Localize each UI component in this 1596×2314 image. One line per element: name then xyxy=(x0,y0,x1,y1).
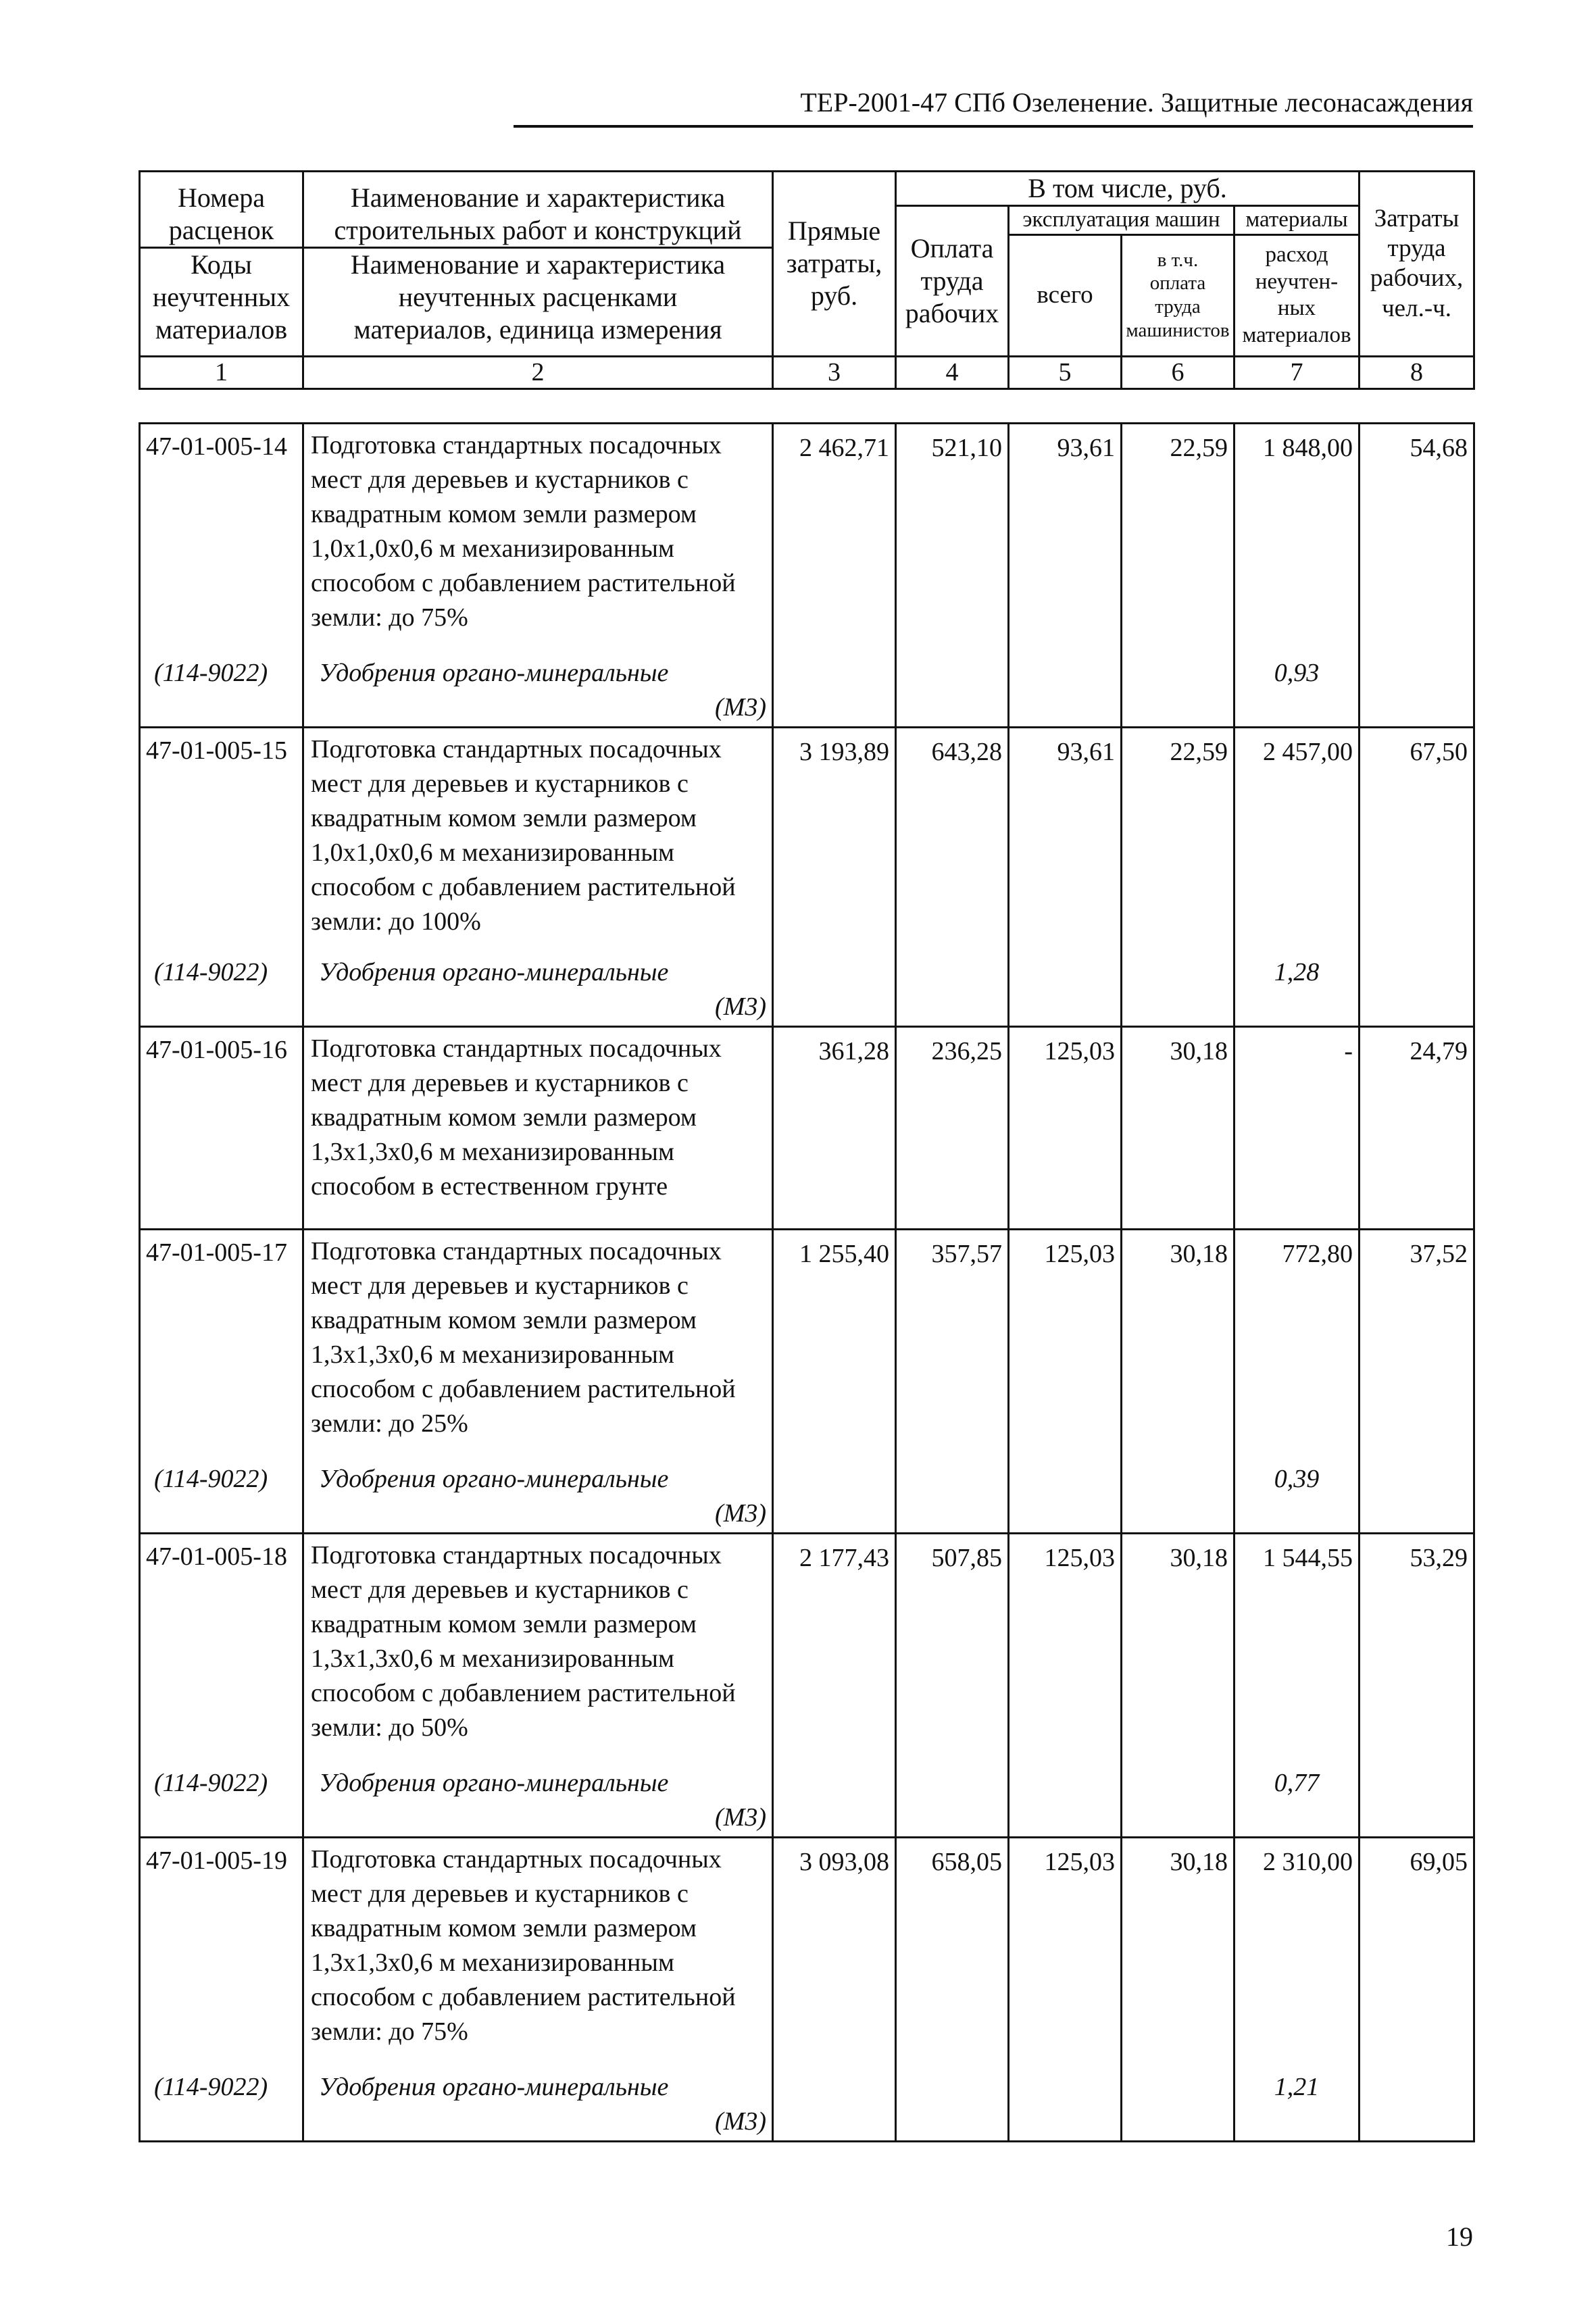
material-name xyxy=(303,2061,773,2142)
rates-table xyxy=(139,422,1475,2142)
description-line: мест для деревьев и кустарников с xyxy=(311,1880,689,1908)
materials-cost: 2 457,00 xyxy=(1235,728,1360,946)
description-line: Подготовка стандартных посадочных xyxy=(311,1845,722,1873)
header-col2-top-1: Наименование и характеристика xyxy=(350,182,726,213)
empty-cell xyxy=(1360,946,1474,1027)
empty-cell xyxy=(1122,946,1235,1027)
header-col8-4: чел.-ч. xyxy=(1382,294,1452,322)
column-number: 3 xyxy=(773,356,896,389)
material-name-text: Удобрения органо-минеральные xyxy=(319,1768,669,1797)
description-line: Подготовка стандартных посадочных xyxy=(311,735,722,763)
machines-labor: 22,59 xyxy=(1122,728,1235,946)
header-col3-3: руб. xyxy=(810,280,858,311)
material-unit: (М3) xyxy=(715,2107,766,2136)
machines-total: 125,03 xyxy=(1009,1230,1122,1453)
rate-description xyxy=(303,1534,773,1757)
labor-hours: 24,79 xyxy=(1360,1027,1474,1230)
column-number: 2 xyxy=(303,356,773,389)
header-col8-2: труда xyxy=(1387,234,1446,262)
machines-total: 125,03 xyxy=(1009,1027,1122,1230)
empty-cell xyxy=(1360,1757,1474,1838)
machines-labor: 30,18 xyxy=(1122,1027,1235,1230)
empty-cell xyxy=(1009,647,1122,728)
column-number: 5 xyxy=(1009,356,1122,389)
header-col4-3: рабочих xyxy=(905,297,999,328)
description-line: 1,3x1,3x0,6 м механизированным xyxy=(311,1138,674,1166)
rate-code: 47-01-005-18 xyxy=(140,1534,303,1757)
rate-code: 47-01-005-17 xyxy=(140,1230,303,1453)
header-col1-top-1: Номера xyxy=(178,182,265,213)
header-materials: материалы xyxy=(1235,206,1360,235)
description-line: 1,0x1,0x0,6 м механизированным xyxy=(311,838,674,867)
empty-cell xyxy=(896,2061,1009,2142)
rate-description xyxy=(303,424,773,647)
empty-cell xyxy=(773,647,896,728)
description-line: земли: до 25% xyxy=(311,1409,468,1438)
rate-code: 47-01-005-16 xyxy=(140,1027,303,1230)
header-machines: эксплуатация машин xyxy=(1009,206,1235,235)
direct-costs: 2 177,43 xyxy=(773,1534,896,1757)
empty-cell xyxy=(1122,2061,1235,2142)
material-unit: (М3) xyxy=(715,693,766,722)
machines-labor: 22,59 xyxy=(1122,424,1235,647)
material-unit: (М3) xyxy=(715,1499,766,1528)
header-col5: всего xyxy=(1009,234,1122,356)
labor-hours: 67,50 xyxy=(1360,728,1474,946)
description-line: Подготовка стандартных посадочных xyxy=(311,1237,722,1265)
direct-costs: 361,28 xyxy=(773,1027,896,1230)
description-line: мест для деревьев и кустарников с xyxy=(311,770,689,798)
direct-costs: 2 462,71 xyxy=(773,424,896,647)
description-line: мест для деревьев и кустарников с xyxy=(311,466,689,494)
material-code: (114-9022) xyxy=(140,2061,303,2142)
header-col2-bottom-3: материалов, единица измерения xyxy=(353,313,722,345)
labor-cost: 643,28 xyxy=(896,728,1009,946)
description-line: способом с добавлением растительной xyxy=(311,1375,736,1403)
description-line: способом с добавлением растительной xyxy=(311,569,736,597)
direct-costs: 3 093,08 xyxy=(773,1838,896,2061)
rate-row xyxy=(140,1027,1474,1230)
direct-costs: 1 255,40 xyxy=(773,1230,896,1453)
labor-hours: 37,52 xyxy=(1360,1230,1474,1453)
description-line: 1,3x1,3x0,6 м механизированным xyxy=(311,1340,674,1369)
material-quantity: 1,28 xyxy=(1235,946,1360,1027)
header-col4-1: Оплата xyxy=(910,232,994,263)
empty-cell xyxy=(896,647,1009,728)
material-name xyxy=(303,647,773,728)
header-col7-2: неучтен- xyxy=(1255,269,1339,294)
empty-cell xyxy=(1009,2061,1122,2142)
header-col7-1: расход xyxy=(1265,242,1328,267)
material-quantity: 0,77 xyxy=(1235,1757,1360,1838)
description-line: квадратным комом земли размером xyxy=(311,1610,697,1638)
rate-description xyxy=(303,1027,773,1230)
header-col1-bottom-1: Коды xyxy=(191,249,252,280)
header-col7-3: ных xyxy=(1277,296,1316,321)
header-col7-4: материалов xyxy=(1242,322,1351,347)
material-code: (114-9022) xyxy=(140,1453,303,1534)
document-header: ТЕР-2001-47 СПб Озеленение. Защитные лесонасаждения xyxy=(514,86,1473,128)
material-row xyxy=(140,647,1474,728)
empty-cell xyxy=(896,1757,1009,1838)
empty-cell xyxy=(773,1757,896,1838)
material-row xyxy=(140,1757,1474,1838)
description-line: квадратным комом земли размером xyxy=(311,1306,697,1334)
labor-cost: 507,85 xyxy=(896,1534,1009,1757)
rate-description xyxy=(303,1838,773,2061)
machines-total: 93,61 xyxy=(1009,424,1122,647)
material-code: (114-9022) xyxy=(140,946,303,1027)
empty-cell xyxy=(773,946,896,1027)
material-name xyxy=(303,1453,773,1534)
rate-row xyxy=(140,1534,1474,1757)
empty-cell xyxy=(1009,1453,1122,1534)
materials-cost: 1 848,00 xyxy=(1235,424,1360,647)
rate-row xyxy=(140,1838,1474,2061)
column-number-row xyxy=(140,356,1474,389)
empty-cell xyxy=(1009,946,1122,1027)
material-quantity: 0,39 xyxy=(1235,1453,1360,1534)
labor-hours: 54,68 xyxy=(1360,424,1474,647)
labor-hours: 69,05 xyxy=(1360,1838,1474,2061)
header-col8 xyxy=(1360,172,1474,357)
page-number: 19 xyxy=(1446,2221,1473,2252)
description-line: способом с добавлением растительной xyxy=(311,1983,736,2011)
description-line: мест для деревьев и кустарников с xyxy=(311,1272,689,1300)
material-quantity: 1,21 xyxy=(1235,2061,1360,2142)
header-col6 xyxy=(1122,234,1235,356)
column-number: 6 xyxy=(1122,356,1235,389)
direct-costs: 3 193,89 xyxy=(773,728,896,946)
material-unit: (М3) xyxy=(715,1803,766,1832)
description-line: земли: до 100% xyxy=(311,907,481,936)
header-col3 xyxy=(773,172,896,357)
header-col2-bottom-1: Наименование и характеристика xyxy=(350,249,726,280)
material-quantity: 0,93 xyxy=(1235,647,1360,728)
description-line: мест для деревьев и кустарников с xyxy=(311,1069,689,1097)
empty-cell xyxy=(1360,647,1474,728)
materials-cost: 772,80 xyxy=(1235,1230,1360,1453)
header-including: В том числе, руб. xyxy=(896,172,1360,206)
header-col7 xyxy=(1235,234,1360,356)
rate-code: 47-01-005-15 xyxy=(140,728,303,946)
material-name-text: Удобрения органо-минеральные xyxy=(319,957,669,986)
header-col4-2: труда xyxy=(920,265,984,296)
empty-cell xyxy=(773,2061,896,2142)
description-line: земли: до 50% xyxy=(311,1713,468,1742)
header-col4 xyxy=(896,206,1009,357)
material-name-text: Удобрения органо-минеральные xyxy=(319,1464,669,1493)
header-col3-1: Прямые xyxy=(787,216,881,247)
rate-row xyxy=(140,424,1474,647)
column-number: 1 xyxy=(140,356,303,389)
header-col1 xyxy=(140,172,303,357)
description-line: квадратным комом земли размером xyxy=(311,1914,697,1942)
rate-description xyxy=(303,728,773,946)
header-col8-1: Затраты xyxy=(1374,204,1460,232)
material-code: (114-9022) xyxy=(140,647,303,728)
rate-code: 47-01-005-14 xyxy=(140,424,303,647)
material-unit: (М3) xyxy=(715,992,766,1021)
header-col3-2: затраты, xyxy=(786,248,882,279)
description-line: Подготовка стандартных посадочных xyxy=(311,1034,722,1063)
labor-hours: 53,29 xyxy=(1360,1534,1474,1757)
machines-total: 93,61 xyxy=(1009,728,1122,946)
empty-cell xyxy=(1122,1453,1235,1534)
empty-cell xyxy=(896,946,1009,1027)
materials-cost: 1 544,55 xyxy=(1235,1534,1360,1757)
header-col6-4: машинистов xyxy=(1126,319,1230,341)
labor-cost: 357,57 xyxy=(896,1230,1009,1453)
material-name-text: Удобрения органо-минеральные xyxy=(319,2072,669,2101)
column-header-table xyxy=(139,170,1475,390)
column-number: 4 xyxy=(896,356,1009,389)
header-col8-3: рабочих, xyxy=(1370,264,1464,293)
description-line: Подготовка стандартных посадочных xyxy=(311,1541,722,1569)
material-name xyxy=(303,946,773,1027)
header-col2 xyxy=(303,172,773,357)
empty-cell xyxy=(1122,647,1235,728)
description-line: 1,0x1,0x0,6 м механизированным xyxy=(311,534,674,563)
labor-cost: 236,25 xyxy=(896,1027,1009,1230)
empty-cell xyxy=(1360,2061,1474,2142)
header-col6-3: труда xyxy=(1155,296,1201,318)
description-line: способом с добавлением растительной xyxy=(311,873,736,901)
materials-cost: - xyxy=(1235,1027,1360,1230)
description-line: квадратным комом земли размером xyxy=(311,804,697,832)
labor-cost: 521,10 xyxy=(896,424,1009,647)
description-line: Подготовка стандартных посадочных xyxy=(311,431,722,459)
header-col2-bottom-2: неучтенных расценками xyxy=(398,281,678,312)
rate-row xyxy=(140,1230,1474,1453)
machines-labor: 30,18 xyxy=(1122,1838,1235,2061)
description-line: земли: до 75% xyxy=(311,603,468,632)
description-line: способом с добавлением растительной xyxy=(311,1679,736,1707)
header-col1-bottom-3: материалов xyxy=(155,313,288,345)
description-line: мест для деревьев и кустарников с xyxy=(311,1576,689,1604)
machines-labor: 30,18 xyxy=(1122,1230,1235,1453)
materials-cost: 2 310,00 xyxy=(1235,1838,1360,2061)
column-number: 7 xyxy=(1235,356,1360,389)
machines-labor: 30,18 xyxy=(1122,1534,1235,1757)
description-line: 1,3x1,3x0,6 м механизированным xyxy=(311,1644,674,1673)
header-col1-top-2: расценок xyxy=(168,214,274,245)
rate-description xyxy=(303,1230,773,1453)
empty-cell xyxy=(773,1453,896,1534)
material-name-text: Удобрения органо-минеральные xyxy=(319,658,669,687)
header-col1-bottom-2: неучтенных xyxy=(152,281,291,312)
header-col2-top-2: строительных работ и конструкций xyxy=(334,214,742,245)
description-line: квадратным комом земли размером xyxy=(311,500,697,528)
empty-cell xyxy=(1360,1453,1474,1534)
machines-total: 125,03 xyxy=(1009,1838,1122,2061)
empty-cell xyxy=(1009,1757,1122,1838)
description-line: способом в естественном грунте xyxy=(311,1172,668,1201)
machines-total: 125,03 xyxy=(1009,1534,1122,1757)
empty-cell xyxy=(1122,1757,1235,1838)
header-col6-2: оплата xyxy=(1149,272,1206,295)
column-number: 8 xyxy=(1360,356,1474,389)
rate-row xyxy=(140,728,1474,946)
description-line: 1,3x1,3x0,6 м механизированным xyxy=(311,1948,674,1977)
material-code: (114-9022) xyxy=(140,1757,303,1838)
material-row xyxy=(140,1453,1474,1534)
material-row xyxy=(140,946,1474,1027)
labor-cost: 658,05 xyxy=(896,1838,1009,2061)
header-col6-1: в т.ч. xyxy=(1157,249,1199,271)
material-name xyxy=(303,1757,773,1838)
rate-code: 47-01-005-19 xyxy=(140,1838,303,2061)
material-row xyxy=(140,2061,1474,2142)
description-line: квадратным комом земли размером xyxy=(311,1103,697,1132)
description-line: земли: до 75% xyxy=(311,2017,468,2046)
empty-cell xyxy=(896,1453,1009,1534)
